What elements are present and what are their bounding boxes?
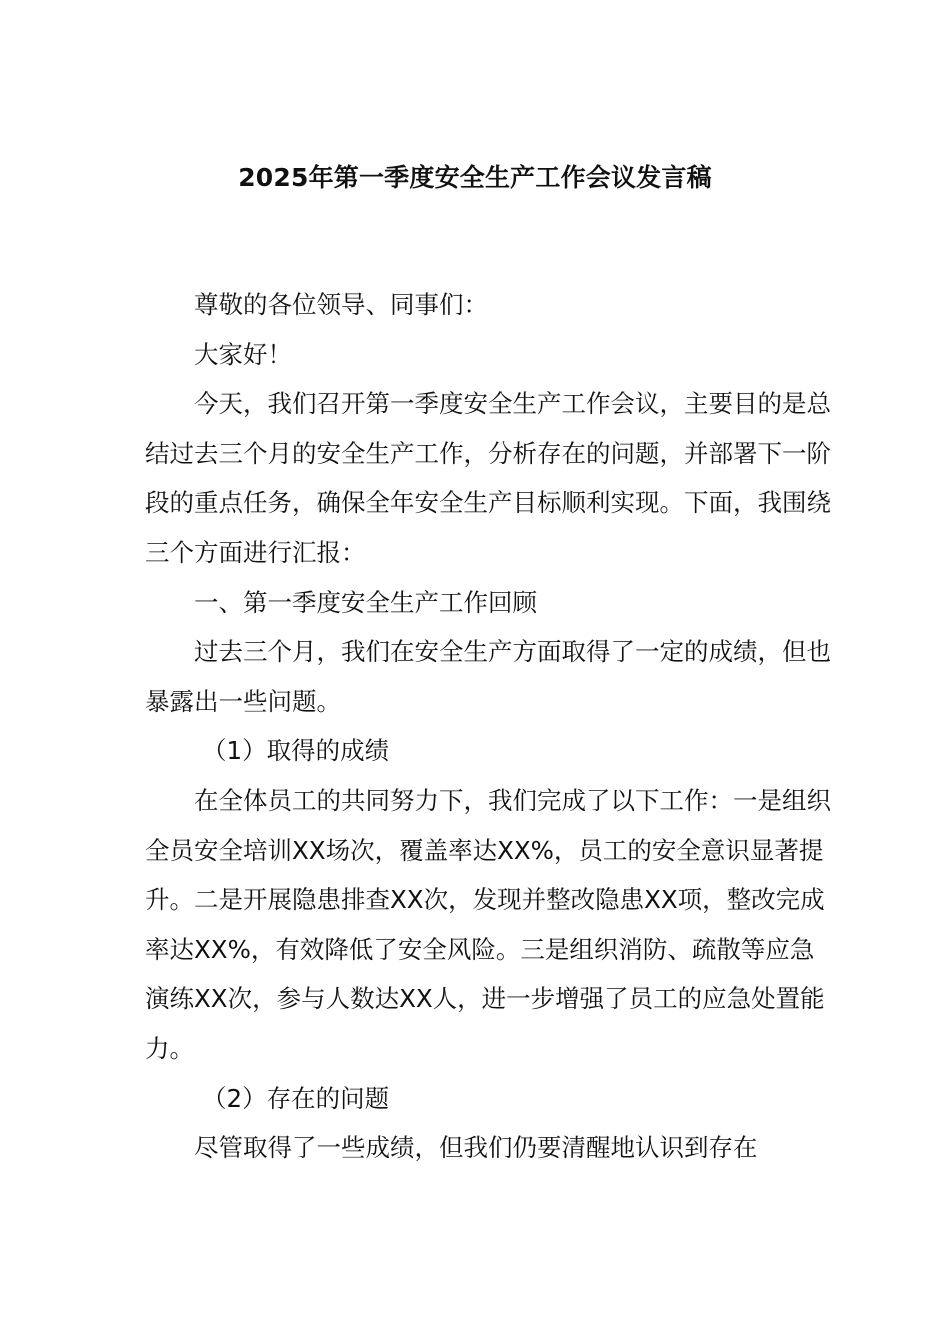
greeting: 大家好！ [194, 339, 292, 369]
problems-paragraph: 尽管取得了一些成绩，但我们仍要清醒地认识到存在 [194, 1133, 758, 1163]
document-title: 2025年第一季度安全生产工作会议发言稿 [238, 163, 712, 192]
section-heading-1: 一、第一季度安全生产工作回顾 [194, 587, 537, 617]
section-1-paragraph: 过去三个月，我们在安全生产方面取得了一定的成绩，但也暴露出一些问题。 [145, 637, 831, 716]
intro-paragraph: 今天，我们召开第一季度安全生产工作会议，主要目的是总结过去三个月的安全生产工作，分析存在的问题，并部署下一阶段的重点任务，确保全年安全生产目标顺利实现。下面，我围绕三个方面进行汇报： [145, 389, 831, 567]
salutation: 尊敬的各位领导、同事们： [194, 290, 488, 319]
subheading-problems: （2）存在的问题 [202, 1083, 390, 1113]
achievements-paragraph: 在全体员工的共同努力下，我们完成了以下工作：一是组织全员安全培训XX场次，覆盖率达XX%，员工的安全意识显著提升。二是开展隐患排查XX次，发现并整改隐患XX项，整改完成率达XX%，有效降低了安全风险。三是组织消防、疏散等应急演练XX次，参与人数达XX人，进一步增强了员工的应急处置能力。 [145, 785, 831, 1063]
document-body [145, 280, 835, 1173]
subheading-achievements: （1）取得的成绩 [202, 736, 390, 766]
